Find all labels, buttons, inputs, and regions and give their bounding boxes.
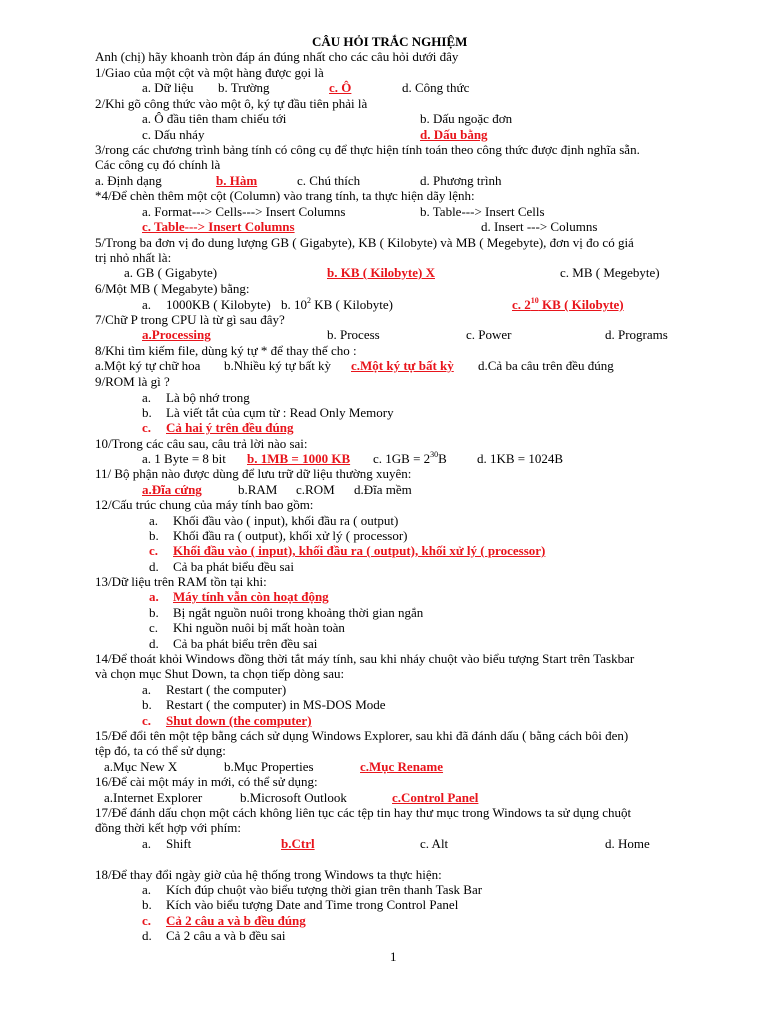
question-11: 11/ Bộ phận nào được dùng để lưu trữ dữ liệu thường xuyên: bbox=[95, 466, 412, 481]
q14-option-b-label: b. bbox=[142, 697, 152, 712]
q13-option-c-label: c. bbox=[149, 620, 159, 635]
q17-option-a-label: a. bbox=[142, 836, 152, 851]
q11-option-a-answer: a.Đĩa cứng bbox=[142, 482, 202, 497]
q4-option-b: b. Table---> Insert Cells bbox=[420, 204, 545, 219]
question-4: *4/Để chèn thêm một cột (Column) vào trang tính, ta thực hiện dãy lệnh: bbox=[95, 188, 475, 203]
q17-option-c: c. Alt bbox=[420, 836, 449, 851]
q18-option-b-label: b. bbox=[142, 897, 152, 912]
q14-option-a: Restart ( the computer) bbox=[166, 682, 287, 697]
q18-option-d-label: d. bbox=[142, 928, 152, 943]
q16-option-c-answer: c.Control Panel bbox=[392, 790, 479, 805]
q1-option-b: b. Trường bbox=[218, 80, 270, 95]
question-10: 10/Trong các câu sau, câu trả lời nào sai: bbox=[95, 436, 308, 451]
q18-option-b: Kích vào biểu tượng Date and Time trong Control Panel bbox=[166, 897, 459, 912]
q1-option-d: d. Công thức bbox=[402, 80, 470, 95]
q12-option-d: Cả ba phát biểu đều sai bbox=[173, 559, 294, 574]
q13-option-b: Bị ngắt nguồn nuôi trong khoảng thời gian ngắn bbox=[173, 605, 424, 620]
q8-option-c-answer: c.Một ký tự bất kỳ bbox=[351, 358, 454, 373]
q12-option-c-answer: Khối đầu vào ( input), khối đầu ra ( output), khối xử lý ( processor) bbox=[173, 543, 546, 558]
question-5-line-1: 5/Trong ba đơn vị đo dung lượng GB ( Gigabyte), KB ( Kilobyte) và MB ( Megebyte), đơn vị đo có giá bbox=[95, 235, 634, 250]
q9-option-a-label: a. bbox=[142, 390, 152, 405]
q11-option-d: d.Đĩa mềm bbox=[354, 482, 412, 497]
question-15-line-1: 15/Để đổi tên một tệp bằng cách sử dụng Windows Explorer, sau khi đã đánh dấu ( bằng cách bôi đen) bbox=[95, 728, 629, 743]
q11-option-b: b.RAM bbox=[238, 482, 278, 497]
question-6: 6/Một MB ( Megabyte) bằng: bbox=[95, 281, 250, 296]
q13-option-a-label: a. bbox=[149, 589, 159, 604]
q13-option-a-answer: Máy tính vẫn còn hoạt động bbox=[173, 589, 329, 604]
q9-option-c-answer: Cả hai ý trên đều đúng bbox=[166, 420, 294, 435]
q9-option-b: Là viết tắt của cụm từ : Read Only Memory bbox=[166, 405, 394, 420]
q7-option-a-answer: a.Processing bbox=[142, 327, 211, 342]
q8-option-b: b.Nhiều ký tự bất kỳ bbox=[224, 358, 332, 373]
q3-option-c: c. Chú thích bbox=[297, 173, 361, 188]
q17-option-b-answer: b.Ctrl bbox=[281, 836, 315, 851]
q1-option-c-answer: c. Ô bbox=[329, 80, 352, 95]
q15-option-b: b.Mục Properties bbox=[224, 759, 314, 774]
q7-option-b: b. Process bbox=[327, 327, 380, 342]
page-number: 1 bbox=[390, 949, 397, 964]
q10-option-a: a. 1 Byte = 8 bit bbox=[142, 451, 226, 466]
q12-option-a-label: a. bbox=[149, 513, 159, 528]
q4-option-d: d. Insert ---> Columns bbox=[481, 219, 598, 234]
q8-option-d: d.Cả ba câu trên đều đúng bbox=[478, 358, 614, 373]
q12-option-c-label: c. bbox=[149, 543, 159, 558]
q3-option-d: d. Phương trình bbox=[420, 173, 502, 188]
question-9: 9/ROM là gì ? bbox=[95, 374, 170, 389]
question-2: 2/Khi gõ công thức vào một ô, ký tự đầu tiên phải là bbox=[95, 96, 368, 111]
q18-option-a: Kích đúp chuột vào biểu tượng thời gian trên thanh Task Bar bbox=[166, 882, 483, 897]
q1-option-a: a. Dữ liệu bbox=[142, 80, 194, 95]
q12-option-a: Khối đầu vào ( input), khối đầu ra ( output) bbox=[173, 513, 399, 528]
q7-option-d: d. Programs bbox=[605, 327, 668, 342]
q6-option-c-answer: c. $2^{10}$ KB ( Kilobyte) bbox=[512, 295, 624, 312]
question-14-line-2: và chọn mục Shut Down, ta chọn tiếp dòng sau: bbox=[95, 666, 345, 681]
q5-option-c: c. MB ( Megebyte) bbox=[560, 265, 660, 280]
q9-option-b-label: b. bbox=[142, 405, 152, 420]
question-1: 1/Giao của một cột và một hàng được gọi là bbox=[95, 65, 324, 80]
question-14-line-1: 14/Để thoát khỏi Windows đồng thời tắt máy tính, sau khi nháy chuột vào biểu tượng Start trên Taskbar bbox=[95, 651, 635, 666]
q13-option-d: Cả ba phát biểu trên đều sai bbox=[173, 636, 318, 651]
q4-option-c-answer: c. Table---> Insert Columns bbox=[142, 219, 295, 234]
q6-option-a: 1000KB ( Kilobyte) bbox=[166, 297, 271, 312]
q18-option-c-answer: Cả 2 câu a và b đều đúng bbox=[166, 913, 306, 928]
q14-option-c-answer: Shut down (the computer) bbox=[166, 713, 312, 728]
q2-option-d-answer: d. Dấu bằng bbox=[420, 127, 488, 142]
q18-option-a-label: a. bbox=[142, 882, 152, 897]
instructions: Anh (chị) hãy khoanh tròn đáp án đúng nhất cho các câu hỏi dưới đây bbox=[95, 49, 459, 64]
question-12: 12/Cấu trúc chung của máy tính bao gồm: bbox=[95, 497, 314, 512]
q13-option-c: Khi nguồn nuôi bị mất hoàn toàn bbox=[173, 620, 345, 635]
q17-option-a: Shift bbox=[166, 836, 192, 851]
q12-option-d-label: d. bbox=[149, 559, 159, 574]
question-15-line-2: tệp đó, ta có thể sử dụng: bbox=[95, 743, 226, 758]
question-3-line-2: Các công cụ đó chính là bbox=[95, 157, 221, 172]
q17-option-d: d. Home bbox=[605, 836, 650, 851]
q10-option-b-answer: b. 1MB = 1000 KB bbox=[247, 451, 351, 466]
page-title: CÂU HỎI TRẮC NGHIỆM bbox=[312, 34, 468, 49]
question-5-line-2: trị nhỏ nhất là: bbox=[95, 250, 172, 265]
q6-option-b: b. $10^2$ KB ( Kilobyte) bbox=[281, 295, 393, 312]
question-13: 13/Dữ liệu trên RAM tồn tại khi: bbox=[95, 574, 267, 589]
q9-option-a: Là bộ nhớ trong bbox=[166, 390, 250, 405]
q10-option-d: d. 1KB = 1024B bbox=[477, 451, 564, 466]
q5-option-a: a. GB ( Gigabyte) bbox=[124, 265, 218, 280]
question-3-line-1: 3/rong các chương trình bảng tính có công cụ để thực hiện tính toán theo công thức được định nghĩa sẵn. bbox=[95, 142, 640, 157]
q12-option-b-label: b. bbox=[149, 528, 159, 543]
q16-option-a: a.Internet Explorer bbox=[104, 790, 203, 805]
q15-option-c-answer: c.Mục Rename bbox=[360, 759, 444, 774]
q3-option-a: a. Định dạng bbox=[95, 173, 162, 188]
q18-option-c-label: c. bbox=[142, 913, 152, 928]
q12-option-b: Khối đầu ra ( output), khối xử lý ( processor) bbox=[173, 528, 408, 543]
q9-option-c-label: c. bbox=[142, 420, 152, 435]
q7-option-c: c. Power bbox=[466, 327, 512, 342]
q6-option-a-label: a. bbox=[142, 297, 152, 312]
q15-option-a: a.Mục New X bbox=[104, 759, 178, 774]
question-17-line-2: đồng thời kết hợp với phím: bbox=[95, 820, 241, 835]
q13-option-b-label: b. bbox=[149, 605, 159, 620]
q2-option-c: c. Dấu nháy bbox=[142, 127, 205, 142]
q14-option-b: Restart ( the computer) in MS-DOS Mode bbox=[166, 697, 386, 712]
question-17-line-1: 17/Để đánh dấu chọn một cách không liên tục các tệp tin hay thư mục trong Windows ta sử dụng chuột bbox=[95, 805, 632, 820]
q8-option-a: a.Một ký tự chữ hoa bbox=[95, 358, 201, 373]
question-7: 7/Chữ P trong CPU là từ gì sau đây? bbox=[95, 312, 285, 327]
question-16: 16/Để cài một máy in mới, có thể sử dụng: bbox=[95, 774, 318, 789]
question-18: 18/Để thay đổi ngày giờ của hệ thống trong Windows ta thực hiện: bbox=[95, 867, 442, 882]
q13-option-d-label: d. bbox=[149, 636, 159, 651]
q3-option-b-answer: b. Hàm bbox=[216, 173, 258, 188]
question-8: 8/Khi tìm kiếm file, dùng ký tự * để thay thế cho : bbox=[95, 343, 357, 358]
q14-option-c-label: c. bbox=[142, 713, 152, 728]
q16-option-b: b.Microsoft Outlook bbox=[240, 790, 347, 805]
q10-option-c: c. $1GB = 2^{30}B$ bbox=[373, 449, 447, 466]
q18-option-d: Cả 2 câu a và b đều sai bbox=[166, 928, 286, 943]
q14-option-a-label: a. bbox=[142, 682, 152, 697]
q2-option-a: a. Ô đầu tiên tham chiếu tới bbox=[142, 111, 287, 126]
q11-option-c: c.ROM bbox=[296, 482, 335, 497]
q2-option-b: b. Dấu ngoặc đơn bbox=[420, 111, 513, 126]
q4-option-a: a. Format---> Cells---> Insert Columns bbox=[142, 204, 346, 219]
q5-option-b-answer: b. KB ( Kilobyte) X bbox=[327, 265, 435, 280]
